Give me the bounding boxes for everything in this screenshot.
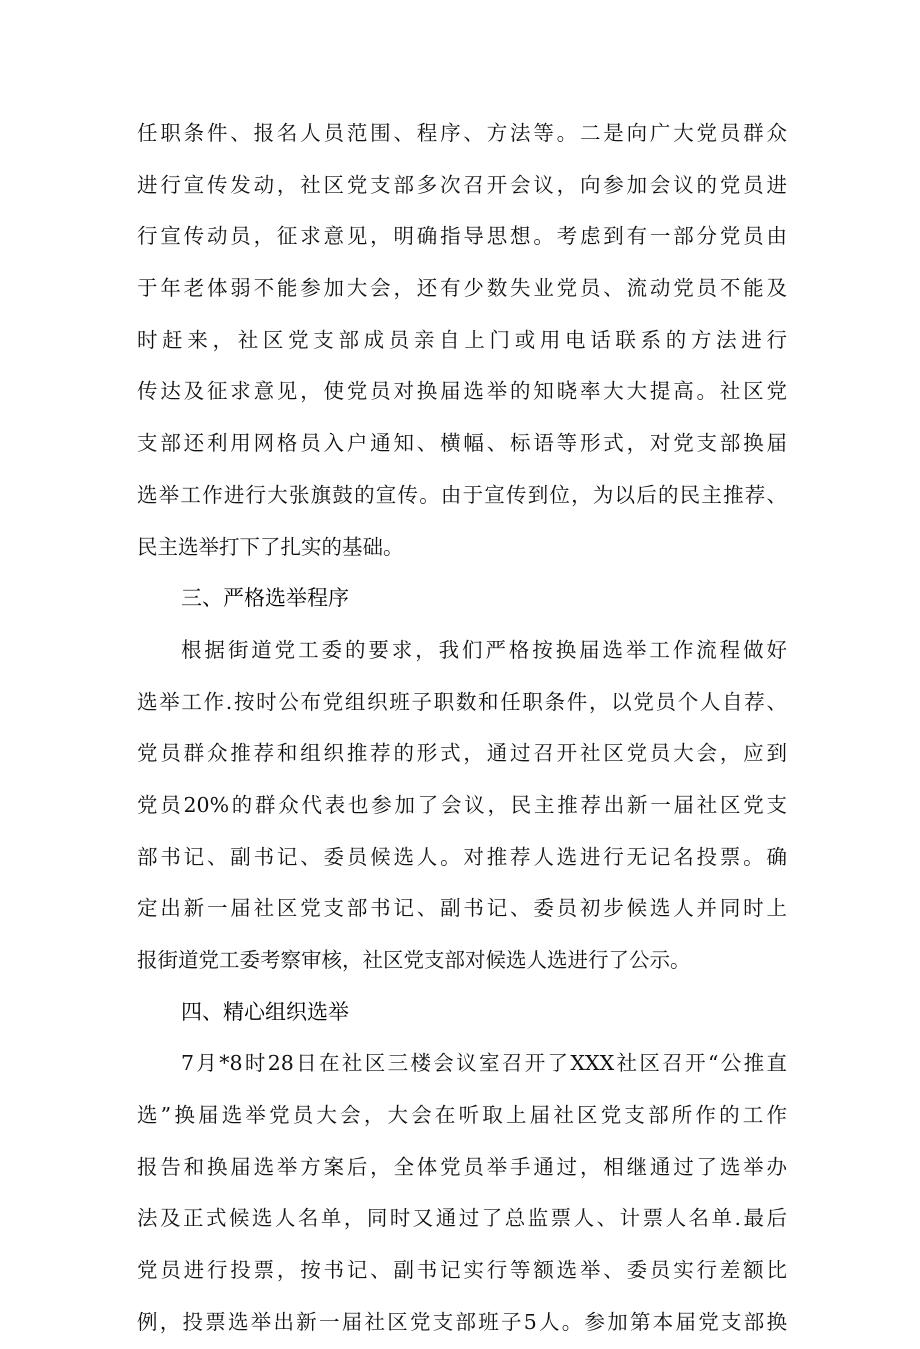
paragraph-line: 时赶来，社区党支部成员亲自上门或用电话联系的方法进行 (137, 327, 787, 352)
paragraph-line: 选举工作.按时公布党组织班子职数和任职条件，以党员个人自荐、 (137, 689, 787, 714)
paragraph-line: 党员进行投票，按书记、副书记实行等额选举、委员实行差额比 (137, 1258, 787, 1283)
paragraph-line: 任职条件、报名人员范围、程序、方法等。二是向广大党员群众 (137, 121, 787, 145)
paragraph-line: 例，投票选举出新一届社区党支部班子5人。参加第本届党支部换 (137, 1309, 787, 1334)
paragraph-line: 于年老体弱不能参加大会，还有少数失业党员、流动党员不能及 (137, 276, 787, 301)
paragraph-first-line: 根据街道党工委的要求，我们严格按换届选举工作流程做好 (181, 637, 787, 662)
paragraph-line: 支部还利用网格员入户通知、横幅、标语等形式，对党支部换届 (137, 431, 787, 456)
paragraph-line: 行宣传动员，征求意见，明确指导思想。考虑到有一部分党员由 (137, 224, 787, 249)
paragraph-line: 选举工作进行大张旗鼓的宣传。由于宣传到位，为以后的民主推荐、 (137, 482, 787, 507)
paragraph-line: 部书记、副书记、委员候选人。对推荐人选进行无记名投票。确 (137, 844, 787, 869)
paragraph-last-line: 民主选举打下了扎实的基础。 (137, 534, 404, 559)
paragraph-line: 报告和换届选举方案后，全体党员举手通过，相继通过了选举办 (137, 1154, 787, 1179)
section-heading: 三、严格选举程序 (181, 586, 349, 611)
paragraph-last-line: 报街道党工委考察审核，社区党支部对候选人选进行了公示。 (137, 948, 691, 972)
document-body (137, 108, 787, 1349)
paragraph-line: 党员20%的群众代表也参加了会议，民主推荐出新一届社区党支 (137, 792, 787, 817)
paragraph-line: 党员群众推荐和组织推荐的形式，通过召开社区党员大会，应到 (137, 741, 787, 766)
paragraph-line: 法及正式候选人名单，同时又通过了总监票人、计票人名单.最后 (137, 1206, 787, 1231)
paragraph-first-line: 7月*8时28日在社区三楼会议室召开了XXX社区召开“公推直 (181, 1051, 787, 1076)
paragraph-line: 定出新一届社区党支部书记、副书记、委员初步候选人并同时上 (137, 896, 787, 921)
paragraph-line: 进行宣传发动，社区党支部多次召开会议，向参加会议的党员进 (137, 172, 787, 197)
paragraph-line: 选”换届选举党员大会，大会在听取上届社区党支部所作的工作 (137, 1103, 787, 1128)
paragraph-line: 传达及征求意见，使党员对换届选举的知晓率大大提高。社区党 (137, 379, 787, 404)
section-heading: 四、精心组织选举 (181, 999, 349, 1024)
